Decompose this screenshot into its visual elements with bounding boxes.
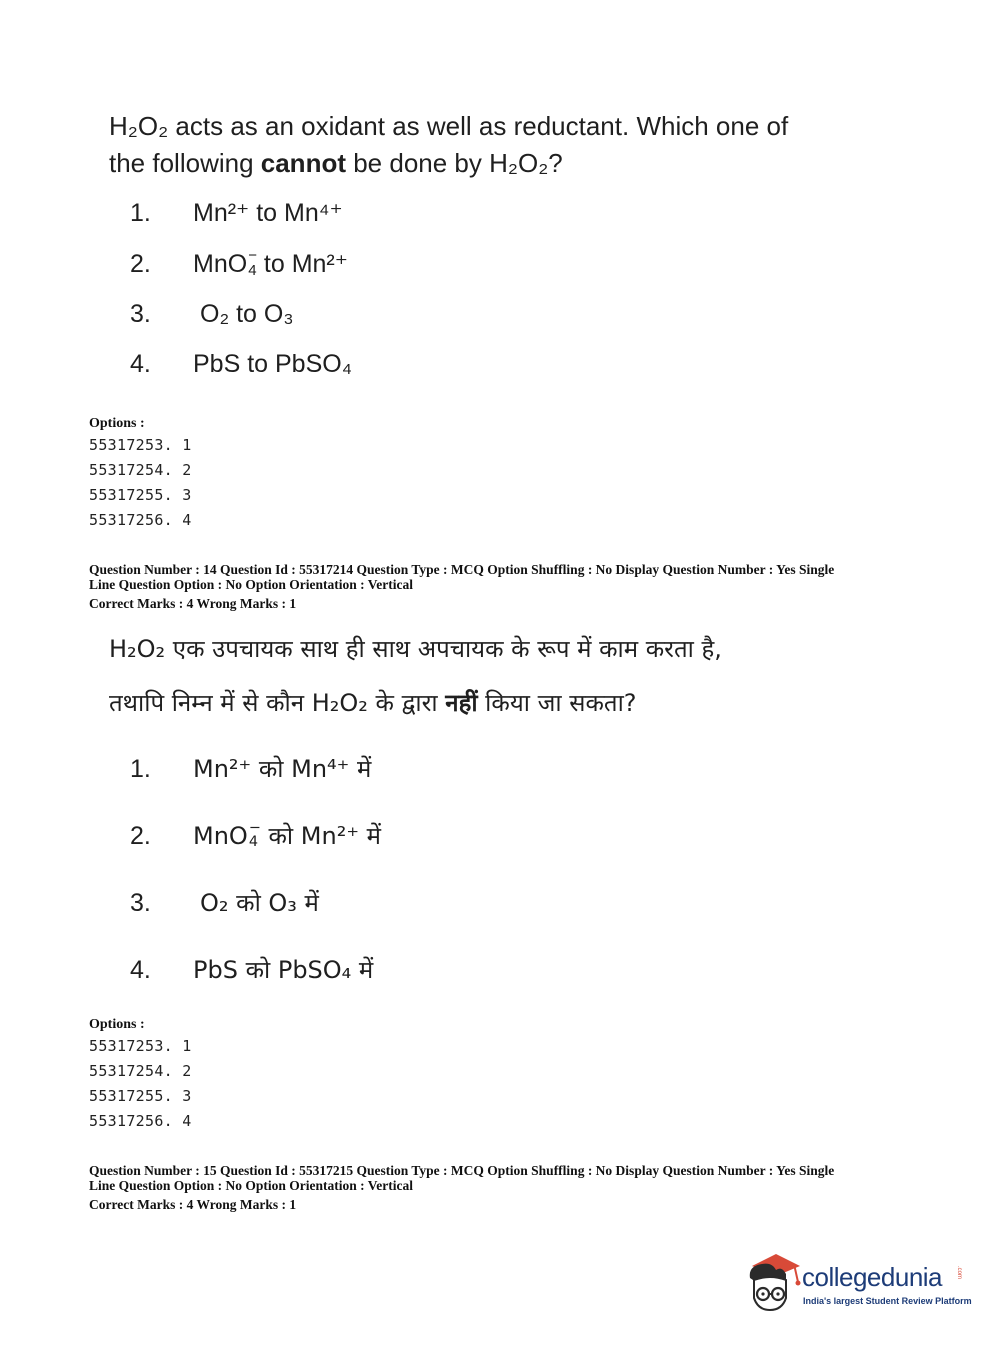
q14-options-label: Options :	[89, 1017, 145, 1032]
question-14-stem-line1: H₂O₂ एक उपचायक साथ ही साथ अपचायक के रूप में काम करता है,	[109, 635, 722, 663]
q15-meta-line2: Line Question Option : No Option Orientation : Vertical	[89, 1178, 414, 1193]
question-13-stem-line2: the following cannot be done by H₂O₂?	[109, 148, 563, 178]
q15-meta-line1: Question Number : 15 Question Id : 55317215 Question Type : MCQ Option Shuffling : No Display Question Number : Yes Single	[89, 1163, 835, 1178]
emphasis-nahin: नहीं	[445, 689, 478, 717]
q14-marks: Correct Marks : 4 Wrong Marks : 1	[89, 596, 297, 611]
emphasis-cannot: cannot	[260, 148, 346, 178]
question-14-stem-line2: तथापि निम्न में से कौन H₂O₂ के द्वारा नहीं किया जा सकता?	[109, 689, 637, 717]
q13-option-id-4: 55317256. 4	[89, 511, 192, 529]
logo-tagline: India's largest Student Review Platform	[803, 1296, 972, 1306]
logo-wordmark: collegedunia	[802, 1262, 943, 1292]
q14-option-id-4: 55317256. 4	[89, 1112, 192, 1130]
q14-option-id-3: 55317255. 3	[89, 1087, 192, 1105]
question-14-stem	[109, 622, 722, 730]
q15-marks: Correct Marks : 4 Wrong Marks : 1	[89, 1197, 297, 1212]
q14-meta	[89, 562, 919, 592]
q13-options-label: Options :	[89, 416, 145, 431]
mascot-icon	[742, 1248, 804, 1318]
q14-meta-line1: Question Number : 14 Question Id : 55317214 Question Type : MCQ Option Shuffling : No Display Question Number : Yes Single	[89, 562, 835, 577]
q13-option-id-2: 55317254. 2	[89, 461, 192, 479]
q14-meta-line2: Line Question Option : No Option Orientation : Vertical	[89, 577, 414, 592]
q14-option-id-1: 55317253. 1	[89, 1037, 192, 1055]
q15-meta	[89, 1163, 919, 1193]
q13-option-id-1: 55317253. 1	[89, 436, 192, 454]
question-13-stem	[109, 108, 788, 182]
logo-com: .com	[956, 1266, 962, 1280]
collegedunia-logo	[742, 1248, 972, 1318]
q14-option-id-2: 55317254. 2	[89, 1062, 192, 1080]
question-13-stem-line1: H₂O₂ acts as an oxidant as well as reductant. Which one of	[109, 111, 789, 141]
q13-option-id-3: 55317255. 3	[89, 486, 192, 504]
